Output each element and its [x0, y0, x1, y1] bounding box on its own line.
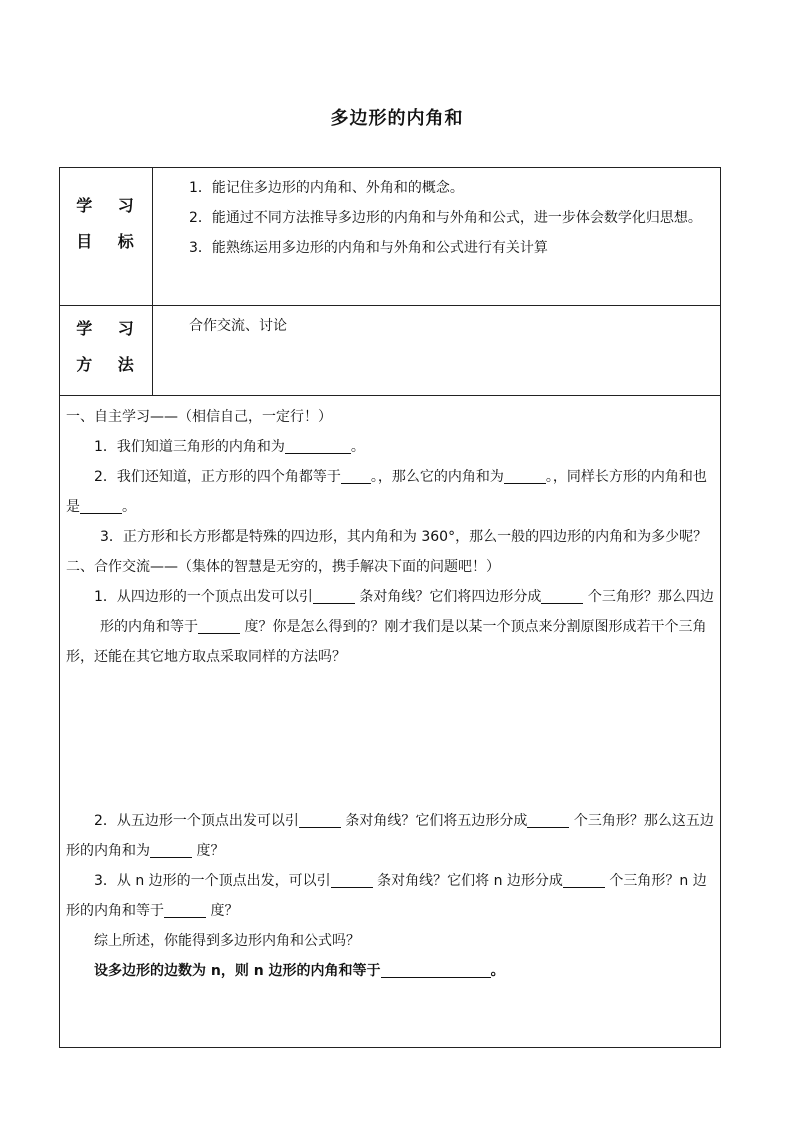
section1-heading: 一、自主学习——（相信自己，一定行！） [66, 409, 332, 425]
section1-question-3: 3．正方形和长方形都是特殊的四边形，其内角和为 360°，那么一般的四边形的内角和为多少呢？ [100, 529, 708, 545]
method-row [60, 306, 721, 396]
section2-heading: 二、合作交流——（集体的智慧是无穷的，携手解决下面的问题吧！） [66, 559, 500, 575]
answer-blank[interactable] [341, 467, 371, 484]
section1-question-1: 1．我们知道三角形的内角和为 。 [94, 439, 365, 455]
answer-blank[interactable] [331, 871, 373, 888]
section2-question-3: 3．从 n 边形的一个顶点出发，可以引 条对角线？它们将 n 边形分成 个三角形？n 边形的内角和等于 度？ [66, 873, 707, 919]
answer-blank[interactable] [541, 587, 583, 604]
worksheet-table [59, 167, 721, 1048]
answer-blank[interactable] [164, 901, 206, 918]
section2-question-2: 2．从五边形一个顶点出发可以引 条对角线？它们将五边形分成 个三角形？那么这五边形的内角和为 度？ [66, 813, 714, 859]
answer-blank[interactable] [150, 841, 192, 858]
objectives-label [60, 168, 153, 306]
answer-blank[interactable] [80, 497, 122, 514]
answer-blank[interactable] [313, 587, 355, 604]
method-content [153, 306, 721, 396]
answer-blank[interactable] [381, 961, 491, 978]
answer-blank[interactable] [504, 467, 546, 484]
objective-item: 2．能通过不同方法推导多边形的内角和与外角和公式，进一步体会数学化归思想。 [189, 210, 702, 226]
answer-blank[interactable] [198, 617, 240, 634]
objective-item: 3．能熟练运用多边形的内角和与外角和公式进行有关计算 [189, 240, 548, 256]
method-label [60, 306, 153, 396]
main-row [60, 396, 721, 1048]
answer-blank[interactable] [285, 437, 351, 454]
objectives-content [153, 168, 721, 306]
section1-question-2: 2．我们还知道，正方形的四个角都等于 。，那么它的内角和为 。，同样长方形的内角和也是 。 [66, 469, 707, 515]
objective-item: 1．能记住多边形的内角和、外角和的概念。 [189, 180, 464, 196]
main-content [60, 396, 721, 1048]
answer-blank[interactable] [563, 871, 605, 888]
section2-conclusion: 设多边形的边数为 n，则 n 边形的内角和等于 。 [94, 963, 505, 979]
page-title: 多边形的内角和 [330, 108, 464, 129]
answer-blank[interactable] [527, 811, 569, 828]
objectives-label-line1: 学 习 [76, 196, 144, 215]
answer-blank[interactable] [299, 811, 341, 828]
objectives-row [60, 168, 721, 306]
method-label-line2: 方 法 [76, 355, 144, 374]
drawing-space [66, 672, 714, 806]
method-text: 合作交流、讨论 [189, 318, 287, 334]
section2-summary: 综上所述，你能得到多边形内角和公式吗？ [94, 933, 360, 949]
section2-question-1: 1．从四边形的一个顶点出发可以引 条对角线？它们将四边形分成 个三角形？那么四边形的内角和等于 度？你是怎么得到的？刚才我们是以某一个顶点来分割原图形成若干个三角形，还能在其它地方取点采取同样的方法吗？ [66, 589, 714, 665]
method-label-line1: 学 习 [76, 319, 144, 338]
objectives-label-line2: 目 标 [76, 232, 144, 251]
